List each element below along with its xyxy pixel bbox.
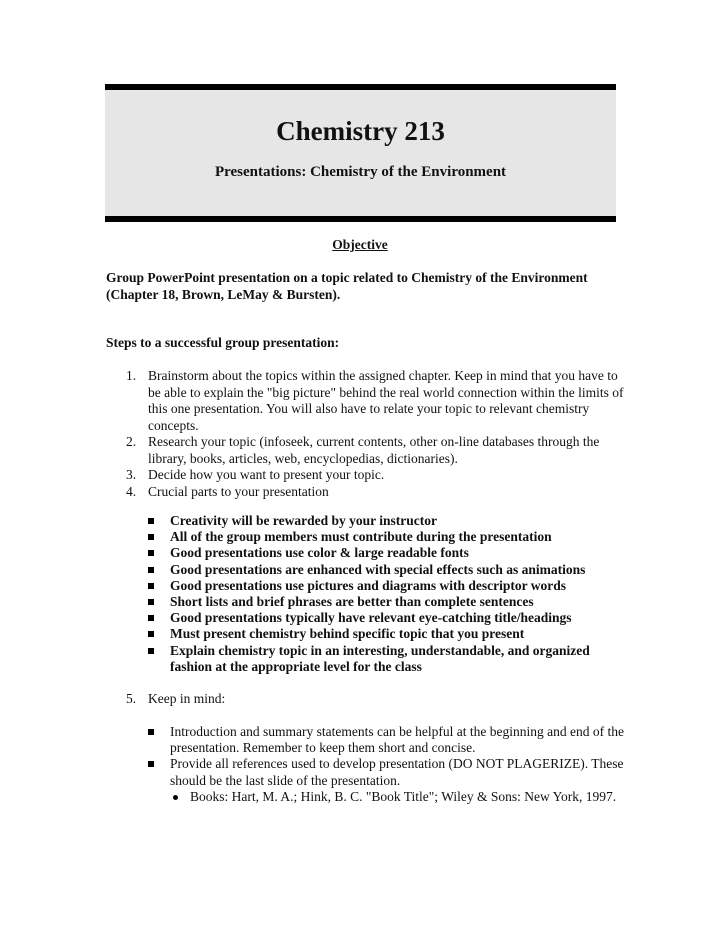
step-number: 5. <box>126 691 137 706</box>
list-item-text: Must present chemistry behind specific topic that you present <box>170 626 525 642</box>
list-item <box>106 756 626 788</box>
round-bullet-icon <box>173 795 178 800</box>
square-bullet-icon <box>148 761 154 767</box>
list-item <box>106 643 626 675</box>
square-bullet-icon <box>148 729 154 735</box>
list-item-text: Introduction and summary statements can be helpful at the beginning and end of the presentation. Remember to keep them short and concise. <box>170 724 624 756</box>
square-bullet-icon <box>148 615 154 621</box>
step-item <box>106 691 626 708</box>
header-box <box>105 84 616 222</box>
square-bullet-icon <box>148 631 154 637</box>
steps-list <box>106 368 626 500</box>
reference-example: Books: Hart, M. A.; Hink, B. C. "Book Title"; Wiley & Sons: New York, 1997. <box>190 788 617 804</box>
square-bullet-icon <box>148 567 154 573</box>
list-item-text: Good presentations use color & large readable fonts <box>170 545 469 561</box>
steps-heading: Steps to a successful group presentation: <box>106 335 340 350</box>
list-item <box>106 724 626 756</box>
step-5 <box>106 691 626 708</box>
list-item-text: Creativity will be rewarded by your instructor <box>170 513 437 528</box>
step-item <box>106 484 626 501</box>
step-item <box>106 467 626 484</box>
sub-list-item <box>106 789 626 805</box>
list-item-text: All of the group members must contribute during the presentation <box>170 529 552 545</box>
list-item-text: Provide all references used to develop presentation (DO NOT PLAGERIZE). These should be the last slide of the presentation. <box>170 756 624 788</box>
step-text: Research your topic (infoseek, current contents, other on-line databases through the library, books, articles, web, encyclopedias, dictionaries). <box>148 434 600 466</box>
step-text: Brainstorm about the topics within the assigned chapter. Keep in mind that you have to be able to explain the "big picture" behind the real world connection within the limits of this one presentation. You will also have to relate your topic to relevant chemistry concepts. <box>148 368 624 433</box>
step-item <box>106 368 626 434</box>
step-number: 2. <box>126 434 137 449</box>
square-bullet-icon <box>148 648 154 654</box>
objective-text: Group PowerPoint presentation on a topic related to Chemistry of the Environment (Chapter 18, Brown, LeMay & Bursten). <box>106 270 588 302</box>
list-item <box>106 610 626 626</box>
list-item <box>106 594 626 610</box>
page-title: Chemistry 213 <box>276 116 445 146</box>
list-item-text: Short lists and brief phrases are better than complete sentences <box>170 594 534 610</box>
keep-in-mind-list <box>106 724 626 805</box>
step-number: 3. <box>126 467 137 482</box>
crucial-parts-list <box>106 513 626 675</box>
step-number: 1. <box>126 368 137 383</box>
step-item <box>106 434 626 467</box>
objective-heading: Objective <box>332 237 388 252</box>
list-item <box>106 529 626 545</box>
step-number: 4. <box>126 483 137 499</box>
list-item <box>106 545 626 561</box>
step-text: Decide how you want to present your topic. <box>148 467 385 482</box>
list-item-text: Good presentations typically have relevant eye-catching title/headings <box>170 610 572 626</box>
square-bullet-icon <box>148 550 154 556</box>
square-bullet-icon <box>148 599 154 605</box>
square-bullet-icon <box>148 534 154 540</box>
list-item <box>106 513 626 529</box>
list-item <box>106 562 626 578</box>
square-bullet-icon <box>148 583 154 589</box>
step-text: Keep in mind: <box>148 691 226 706</box>
square-bullet-icon <box>148 518 154 524</box>
step-text: Crucial parts to your presentation <box>148 483 329 499</box>
list-item <box>106 578 626 594</box>
list-item <box>106 626 626 642</box>
list-item-text: Explain chemistry topic in an interesting, understandable, and organized fashion at the appropriate level for the class <box>170 642 590 674</box>
list-item-text: Good presentations are enhanced with special effects such as animations <box>170 561 586 577</box>
page-subtitle: Presentations: Chemistry of the Environment <box>214 164 507 180</box>
list-item-text: Good presentations use pictures and diagrams with descriptor words <box>170 577 567 593</box>
